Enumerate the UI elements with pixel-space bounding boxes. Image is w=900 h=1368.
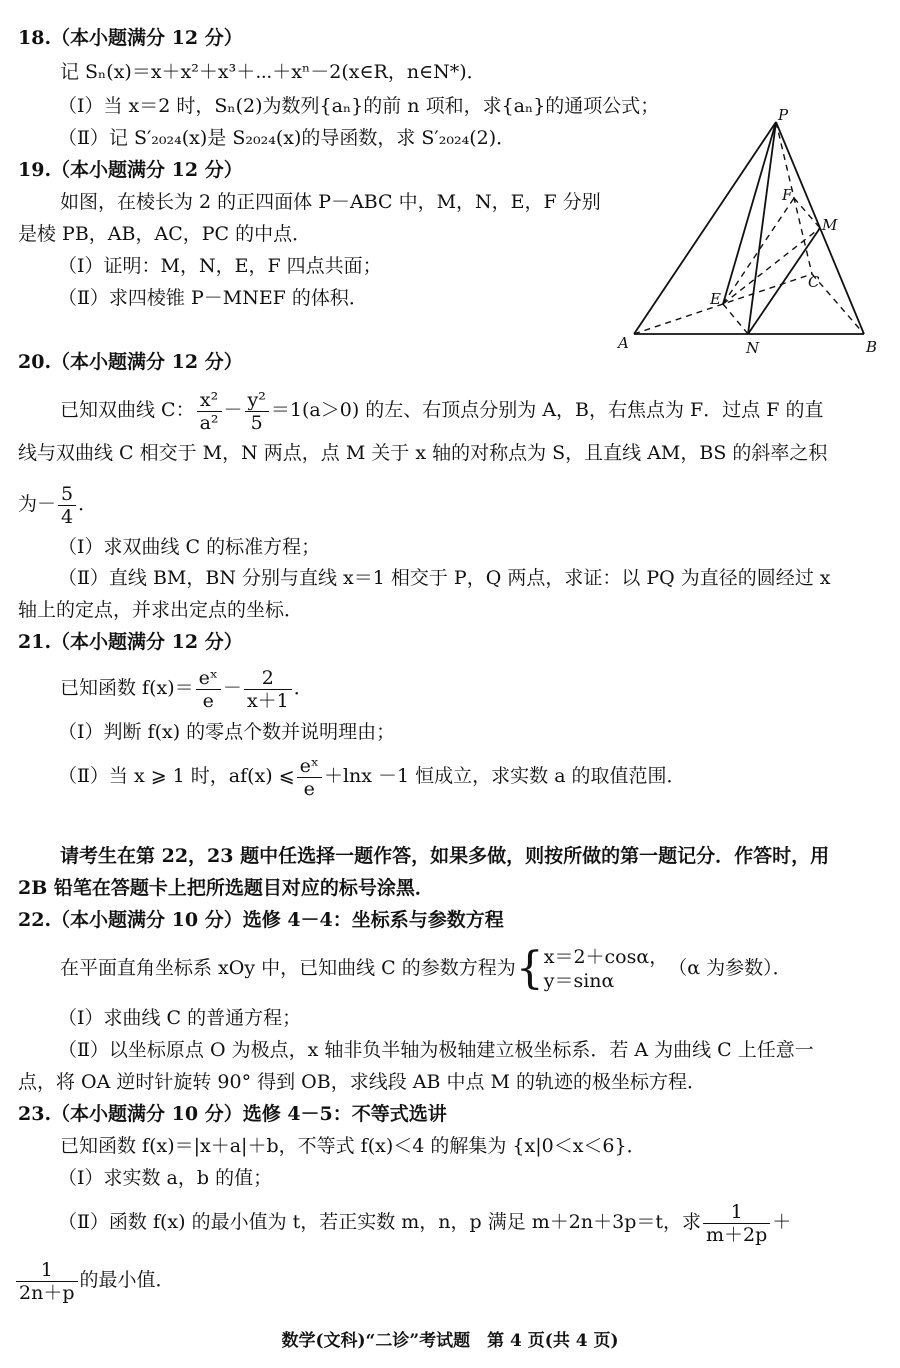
q22-brace: { xyxy=(515,943,544,994)
q20-frac-5-4 xyxy=(58,483,76,528)
page-footer: 数学(文科)“二诊”考试题 第 4 页(共 4 页) xyxy=(281,1331,619,1351)
label-n: N xyxy=(746,339,760,357)
q18-part2: （Ⅱ）记 S′₂₀₂₄(x)是 S₂₀₂₄(x)的导函数，求 S′₂₀₂₄(2)． xyxy=(58,127,516,149)
q23-part2-b: 的最小值． xyxy=(79,1269,175,1291)
q20-frac1-num: x² xyxy=(197,389,222,412)
notice-line2: 2B 铅笔在答题卡上把所选题目对应的标号涂黑． xyxy=(18,877,434,899)
q22-eq1: x＝2＋cosα， xyxy=(543,946,669,968)
q22-part2-a: （Ⅱ）以坐标原点 O 为极点，x 轴非负半轴为极轴建立极坐标系．若 A 为曲线 C 上任意一 xyxy=(58,1039,814,1061)
q20-line3 xyxy=(18,480,97,528)
q22-part2-b: 点，将 OA 逆时针旋转 90° 得到 OB，求线段 AB 中点 M 的轨迹的极坐标方程． xyxy=(18,1071,707,1093)
q21-statement xyxy=(60,664,313,712)
q23-frac1 xyxy=(703,1201,770,1246)
q23-part1: （Ⅰ）求实数 a，b 的值； xyxy=(58,1167,273,1189)
q21-statement-b: ． xyxy=(293,677,313,699)
q19-statement-1: 如图，在棱长为 2 的正四面体 P－ABC 中，M，N，E，F 分别 xyxy=(60,191,601,213)
q21-frac-ex-e xyxy=(196,667,221,712)
q23-header: 23.（本小题满分 10 分）选修 4－5：不等式选讲 xyxy=(18,1103,447,1125)
label-e: E xyxy=(710,290,721,308)
q20-line1-b: ＝1(a＞0) 的左、右顶点分别为 A，B，右焦点为 F．过点 F 的直 xyxy=(270,399,824,421)
q19-header: 19.（本小题满分 12 分） xyxy=(18,159,243,181)
q18-part1: （Ⅰ）当 x＝2 时，Sₙ(2)为数列{aₙ}的前 n 项和，求{aₙ}的通项公式； xyxy=(58,95,660,117)
q20-line3-b: ． xyxy=(78,493,98,515)
q20-line1-a: 已知双曲线 C： xyxy=(60,399,195,421)
q20-part2-a: （Ⅱ）直线 BM，BN 分别与直线 x＝1 相交于 P，Q 两点，求证：以 PQ 为直径的圆经过 x xyxy=(58,567,831,589)
q21-frac1-num: eˣ xyxy=(196,667,221,690)
q19-part2: （Ⅱ）求四棱锥 P－MNEF 的体积． xyxy=(58,287,368,309)
q20-line2: 线与双曲线 C 相交于 M，N 两点，点 M 关于 x 轴的对称点为 S，且直线 AM，BS 的斜率之积 xyxy=(18,442,828,464)
q21-part2-a: （Ⅱ）当 x ⩾ 1 时，af(x) ⩽ xyxy=(58,765,295,787)
q18-header: 18.（本小题满分 12 分） xyxy=(18,27,243,49)
q21-part1: （Ⅰ）判断 f(x) 的零点个数并说明理由； xyxy=(58,721,396,743)
q20-part1: （Ⅰ）求双曲线 C 的标准方程； xyxy=(58,536,321,558)
q20-frac-x2-a2 xyxy=(197,389,222,434)
q21-frac3-den: e xyxy=(303,777,315,800)
q23-frac1-num: 1 xyxy=(703,1201,770,1224)
q22-statement xyxy=(60,940,792,996)
label-m: M xyxy=(822,216,838,234)
q21-frac1-den: e xyxy=(202,689,214,712)
q23-statement: 已知函数 f(x)＝|x＋a|＋b，不等式 f(x)＜4 的解集为 {x|0＜x＜6}． xyxy=(60,1135,646,1157)
edge-en xyxy=(723,304,748,334)
q20-frac3-den: 4 xyxy=(61,505,74,528)
notice-line1: 请考生在第 22，23 题中任选择一题作答，如果多做，则按所做的第一题记分．作答时，用 xyxy=(60,845,830,867)
q21-frac2-num: 2 xyxy=(244,667,292,690)
q21-frac2-den: x＋1 xyxy=(246,689,289,712)
q21-header: 21.（本小题满分 12 分） xyxy=(18,631,243,653)
q23-frac2-den: 2n＋p xyxy=(19,1281,75,1304)
tetrahedron-figure xyxy=(612,104,884,358)
q21-frac3-num: eˣ xyxy=(297,755,322,778)
q21-minus: － xyxy=(222,677,242,699)
edge-cb xyxy=(812,274,864,334)
q20-frac2-den: 5 xyxy=(250,411,263,434)
label-p: P xyxy=(778,106,789,124)
edge-pe xyxy=(723,122,776,304)
q22-statement-a: 在平面直角坐标系 xOy 中，已知曲线 C 的参数方程为 xyxy=(60,957,516,979)
q22-eq2: y＝sinα xyxy=(543,970,615,992)
q22-param-system xyxy=(544,945,668,993)
q20-frac2-num: y² xyxy=(245,389,269,412)
q22-header: 22.（本小题满分 10 分）选修 4－4：坐标系与参数方程 xyxy=(18,909,504,931)
q18-statement: 记 Sₙ(x)＝x＋x²＋x³＋⋯＋xⁿ－2(x∈R，n∈N*)． xyxy=(60,61,486,83)
edge-pa xyxy=(634,122,776,334)
q20-line1 xyxy=(60,386,824,434)
q23-part2-cont xyxy=(14,1256,175,1304)
q20-frac-y2-5 xyxy=(245,389,269,434)
label-a: A xyxy=(618,334,629,352)
q23-plus: ＋ xyxy=(772,1211,792,1233)
q20-frac3-num: 5 xyxy=(58,483,76,506)
q20-minus: － xyxy=(223,399,243,421)
q22-part1: （Ⅰ）求曲线 C 的普通方程； xyxy=(58,1007,302,1029)
q21-part2-b: ＋lnx －1 恒成立，求实数 a 的取值范围． xyxy=(323,765,686,787)
label-f: F xyxy=(782,186,793,204)
q20-header: 20.（本小题满分 12 分） xyxy=(18,351,243,373)
q20-part2-b: 轴上的定点，并求出定点的坐标． xyxy=(18,599,304,621)
label-b: B xyxy=(866,338,878,356)
q23-frac2-num: 1 xyxy=(16,1259,78,1282)
q21-frac3 xyxy=(297,755,322,800)
edge-em xyxy=(723,228,820,304)
q22-statement-b: （α 为参数）． xyxy=(668,957,792,979)
q23-part2 xyxy=(58,1198,791,1246)
q20-frac1-den: a² xyxy=(199,411,219,434)
q21-frac-2-x1 xyxy=(244,667,292,712)
q23-frac2 xyxy=(16,1259,78,1304)
q19-statement-2: 是棱 PB，AB，AC，PC 的中点． xyxy=(18,223,312,245)
label-c: C xyxy=(808,273,820,291)
q20-line3-a: 为－ xyxy=(18,493,57,515)
q21-part2 xyxy=(58,752,686,800)
q21-statement-a: 已知函数 f(x)＝ xyxy=(60,677,194,699)
q23-part2-a: （Ⅱ）函数 f(x) 的最小值为 t，若正实数 m，n，p 满足 m＋2n＋3p＝t，求 xyxy=(58,1211,702,1233)
q19-part1: （Ⅰ）证明：M，N，E，F 四点共面； xyxy=(58,255,382,277)
edge-pn xyxy=(748,122,776,334)
q23-frac1-den: m＋2p xyxy=(706,1223,768,1246)
